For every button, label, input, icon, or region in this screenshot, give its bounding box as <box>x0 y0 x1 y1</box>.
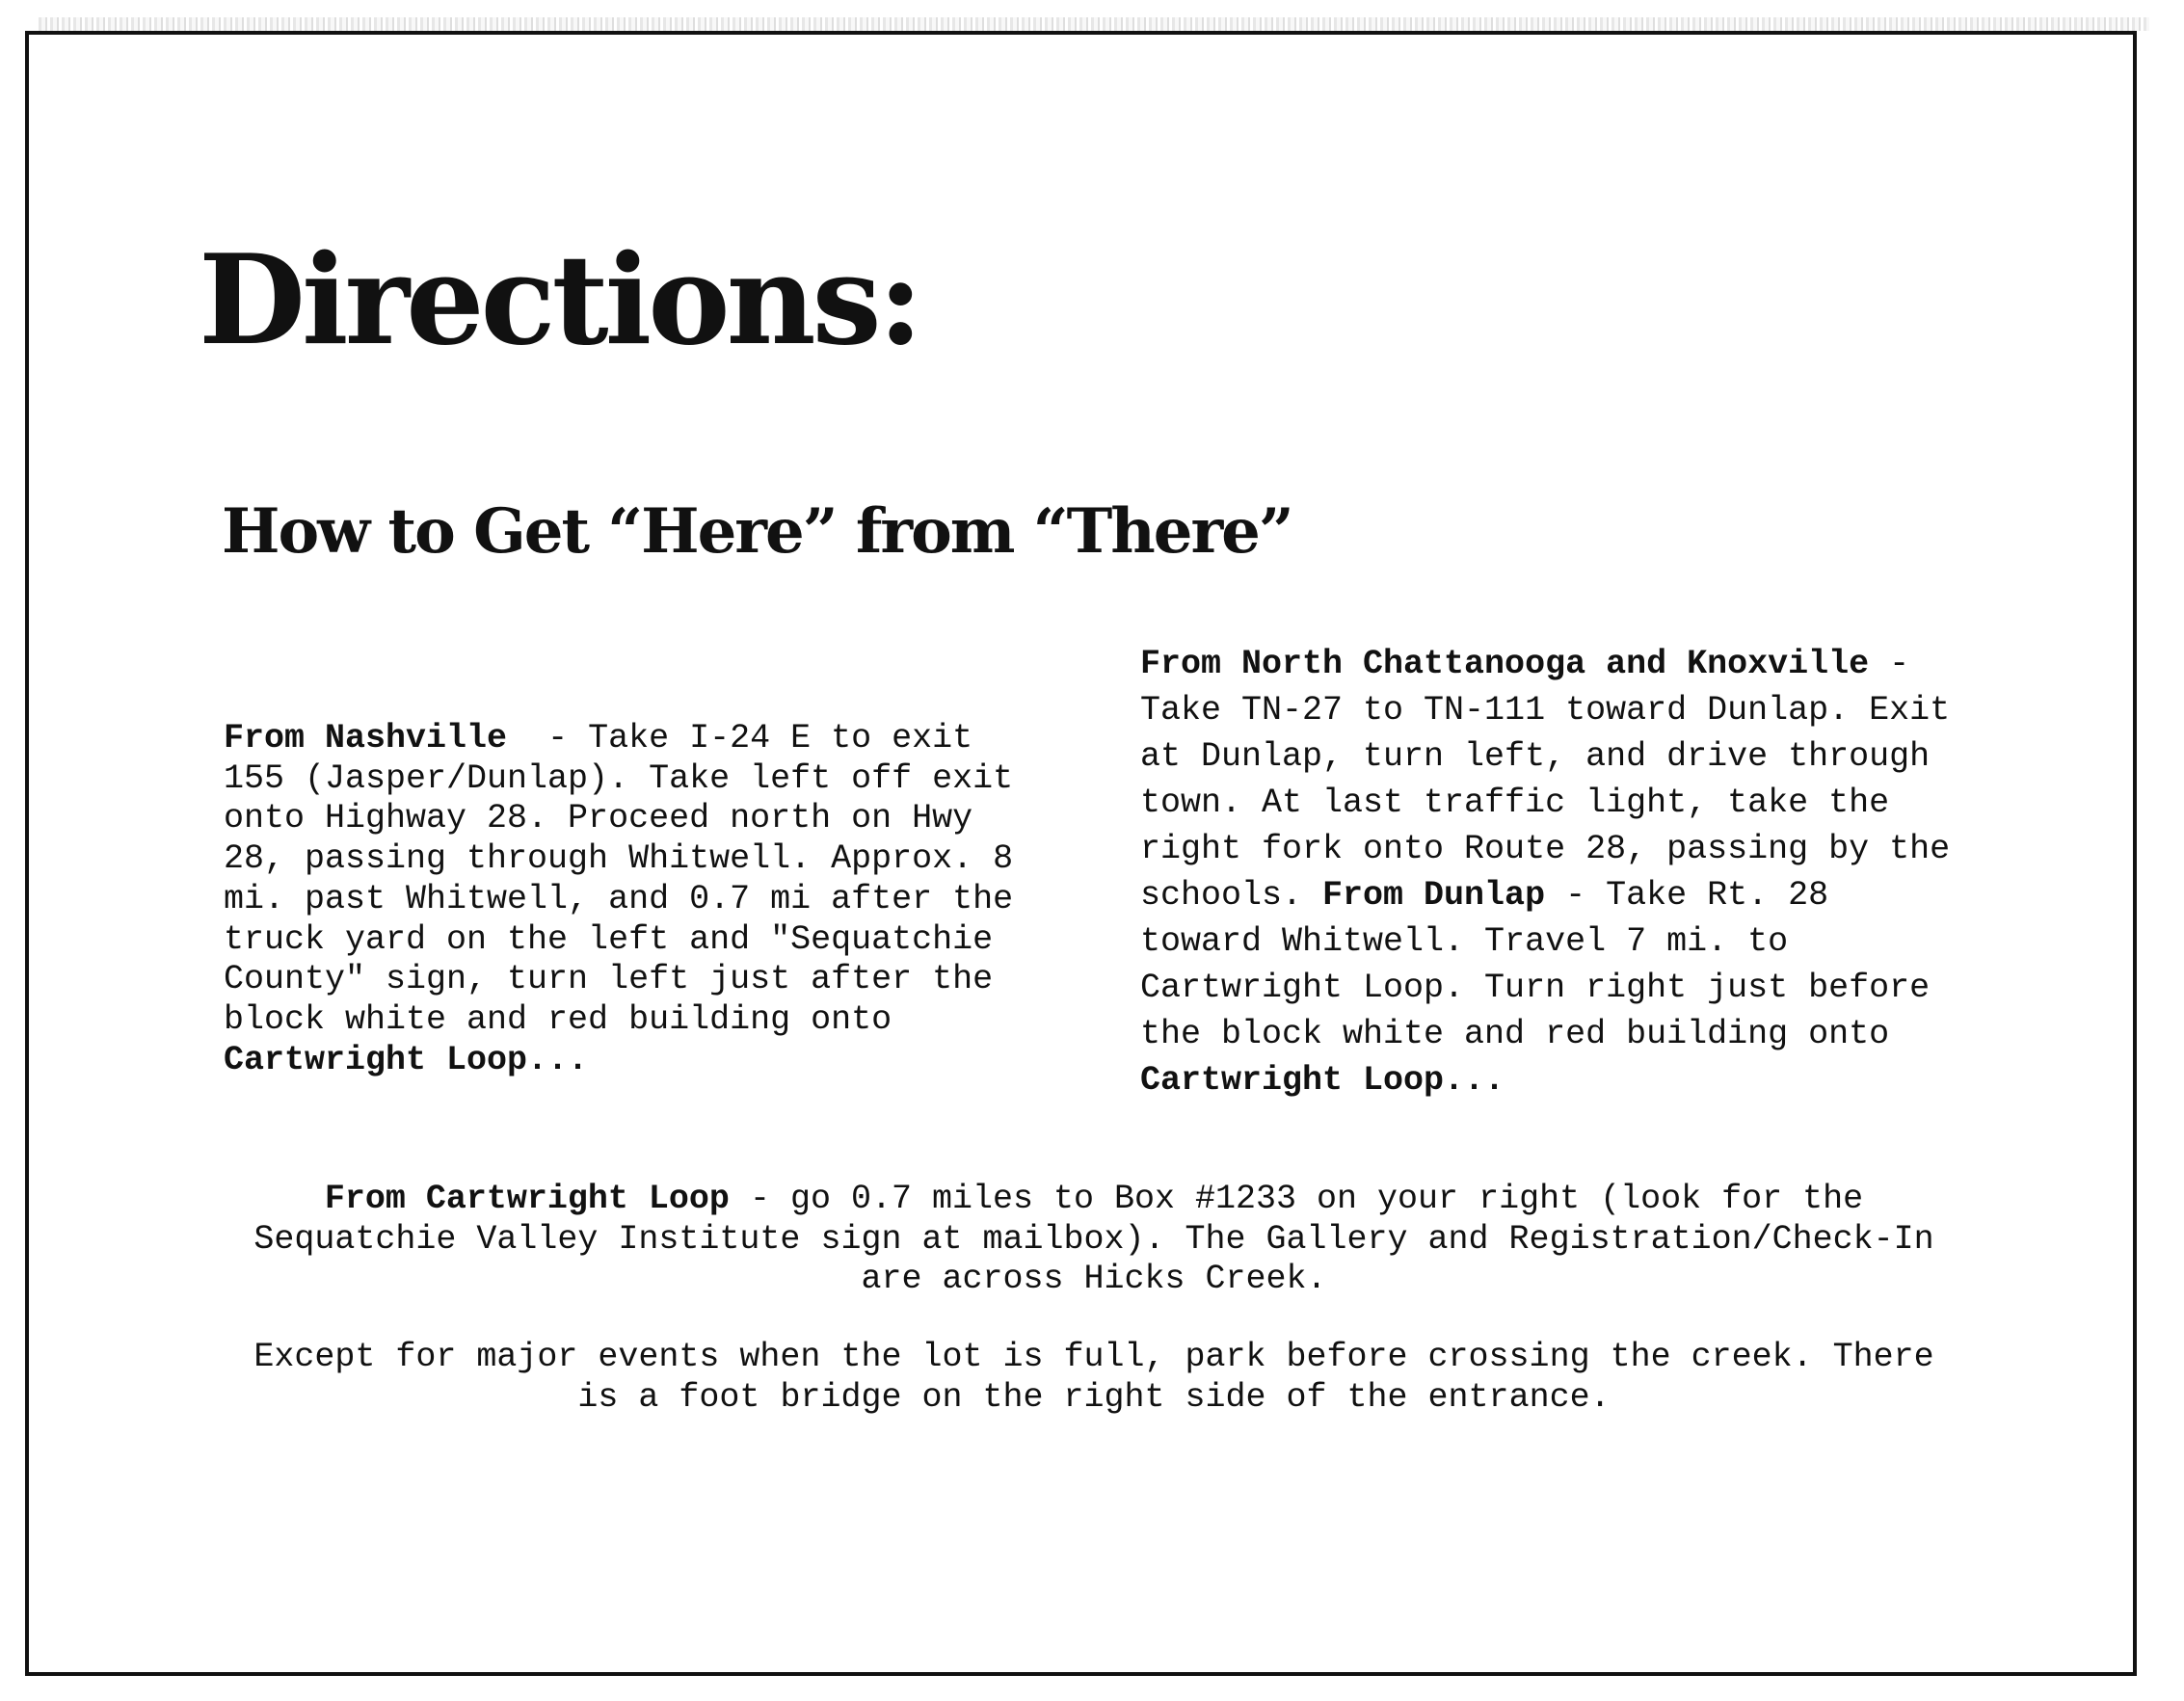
north-line: the block white and red building onto <box>1140 1015 1890 1053</box>
cartwright-first-line <box>231 1180 1957 1220</box>
cartwright-line-3: are across Hicks Creek. <box>861 1260 1327 1299</box>
parking-line-2: is a foot bridge on the right side of the entrance. <box>577 1377 1611 1417</box>
dunlap-heading: From Dunlap <box>1322 876 1546 915</box>
nashville-line: 28, passing through Whitwell. Approx. 8 <box>224 839 1014 879</box>
north-directions <box>1140 641 1988 1103</box>
nashville-first-line <box>224 719 1033 759</box>
parking-note <box>231 1338 1957 1418</box>
cartwright-heading: From Cartwright Loop <box>324 1180 730 1218</box>
cartwright-line-2: Sequatchie Valley Institute sign at mailbox). The Gallery and Registration/Check-In <box>253 1219 1934 1259</box>
north-destination: Cartwright Loop... <box>1140 1061 1505 1100</box>
page-subtitle: How to Get “Here” from “There” <box>222 495 1292 568</box>
nashville-destination: Cartwright Loop... <box>224 1040 589 1079</box>
dunlap-text: - Take Rt. 28 <box>1545 876 1829 915</box>
nashville-line: 155 (Jasper/Dunlap). Take left off exit <box>224 758 1014 798</box>
north-line: Take TN-27 to TN-111 toward Dunlap. Exit <box>1140 691 1951 730</box>
north-heading: From North Chattanooga and Knoxville <box>1140 645 1870 683</box>
north-line: Cartwright Loop. Turn right just before <box>1140 969 1931 1007</box>
nashville-directions <box>224 719 1033 1080</box>
north-line: at Dunlap, turn left, and drive through <box>1140 737 1931 776</box>
nashville-line: mi. past Whitwell, and 0.7 mi after the <box>224 879 1014 918</box>
page-title: Directions: <box>199 228 919 373</box>
north-heading-suffix: - <box>1869 645 1910 683</box>
north-first-line <box>1140 641 1988 687</box>
scan-edge <box>39 17 2149 31</box>
north-line: toward Whitwell. Travel 7 mi. to <box>1140 922 1789 961</box>
cartwright-line-1: - go 0.7 miles to Box #1233 on your right (look for the <box>729 1180 1864 1218</box>
nashville-line-1: - Take I-24 E to exit <box>507 719 973 757</box>
cartwright-directions <box>231 1180 1957 1300</box>
nashville-line: block white and red building onto <box>224 999 892 1039</box>
north-line: right fork onto Route 28, passing by the <box>1140 830 1951 868</box>
nashville-heading: From Nashville <box>224 719 508 757</box>
nashville-line: truck yard on the left and "Sequatchie <box>224 919 994 959</box>
north-schools: schools. <box>1140 876 1323 915</box>
nashville-line: County" sign, turn left just after the <box>224 960 994 999</box>
nashville-line: onto Highway 28. Proceed north on Hwy <box>224 799 973 838</box>
north-line: town. At last traffic light, take the <box>1140 784 1890 822</box>
north-schools-line <box>1140 872 1988 918</box>
parking-line-1: Except for major events when the lot is full, park before crossing the creek. There <box>253 1338 1934 1376</box>
